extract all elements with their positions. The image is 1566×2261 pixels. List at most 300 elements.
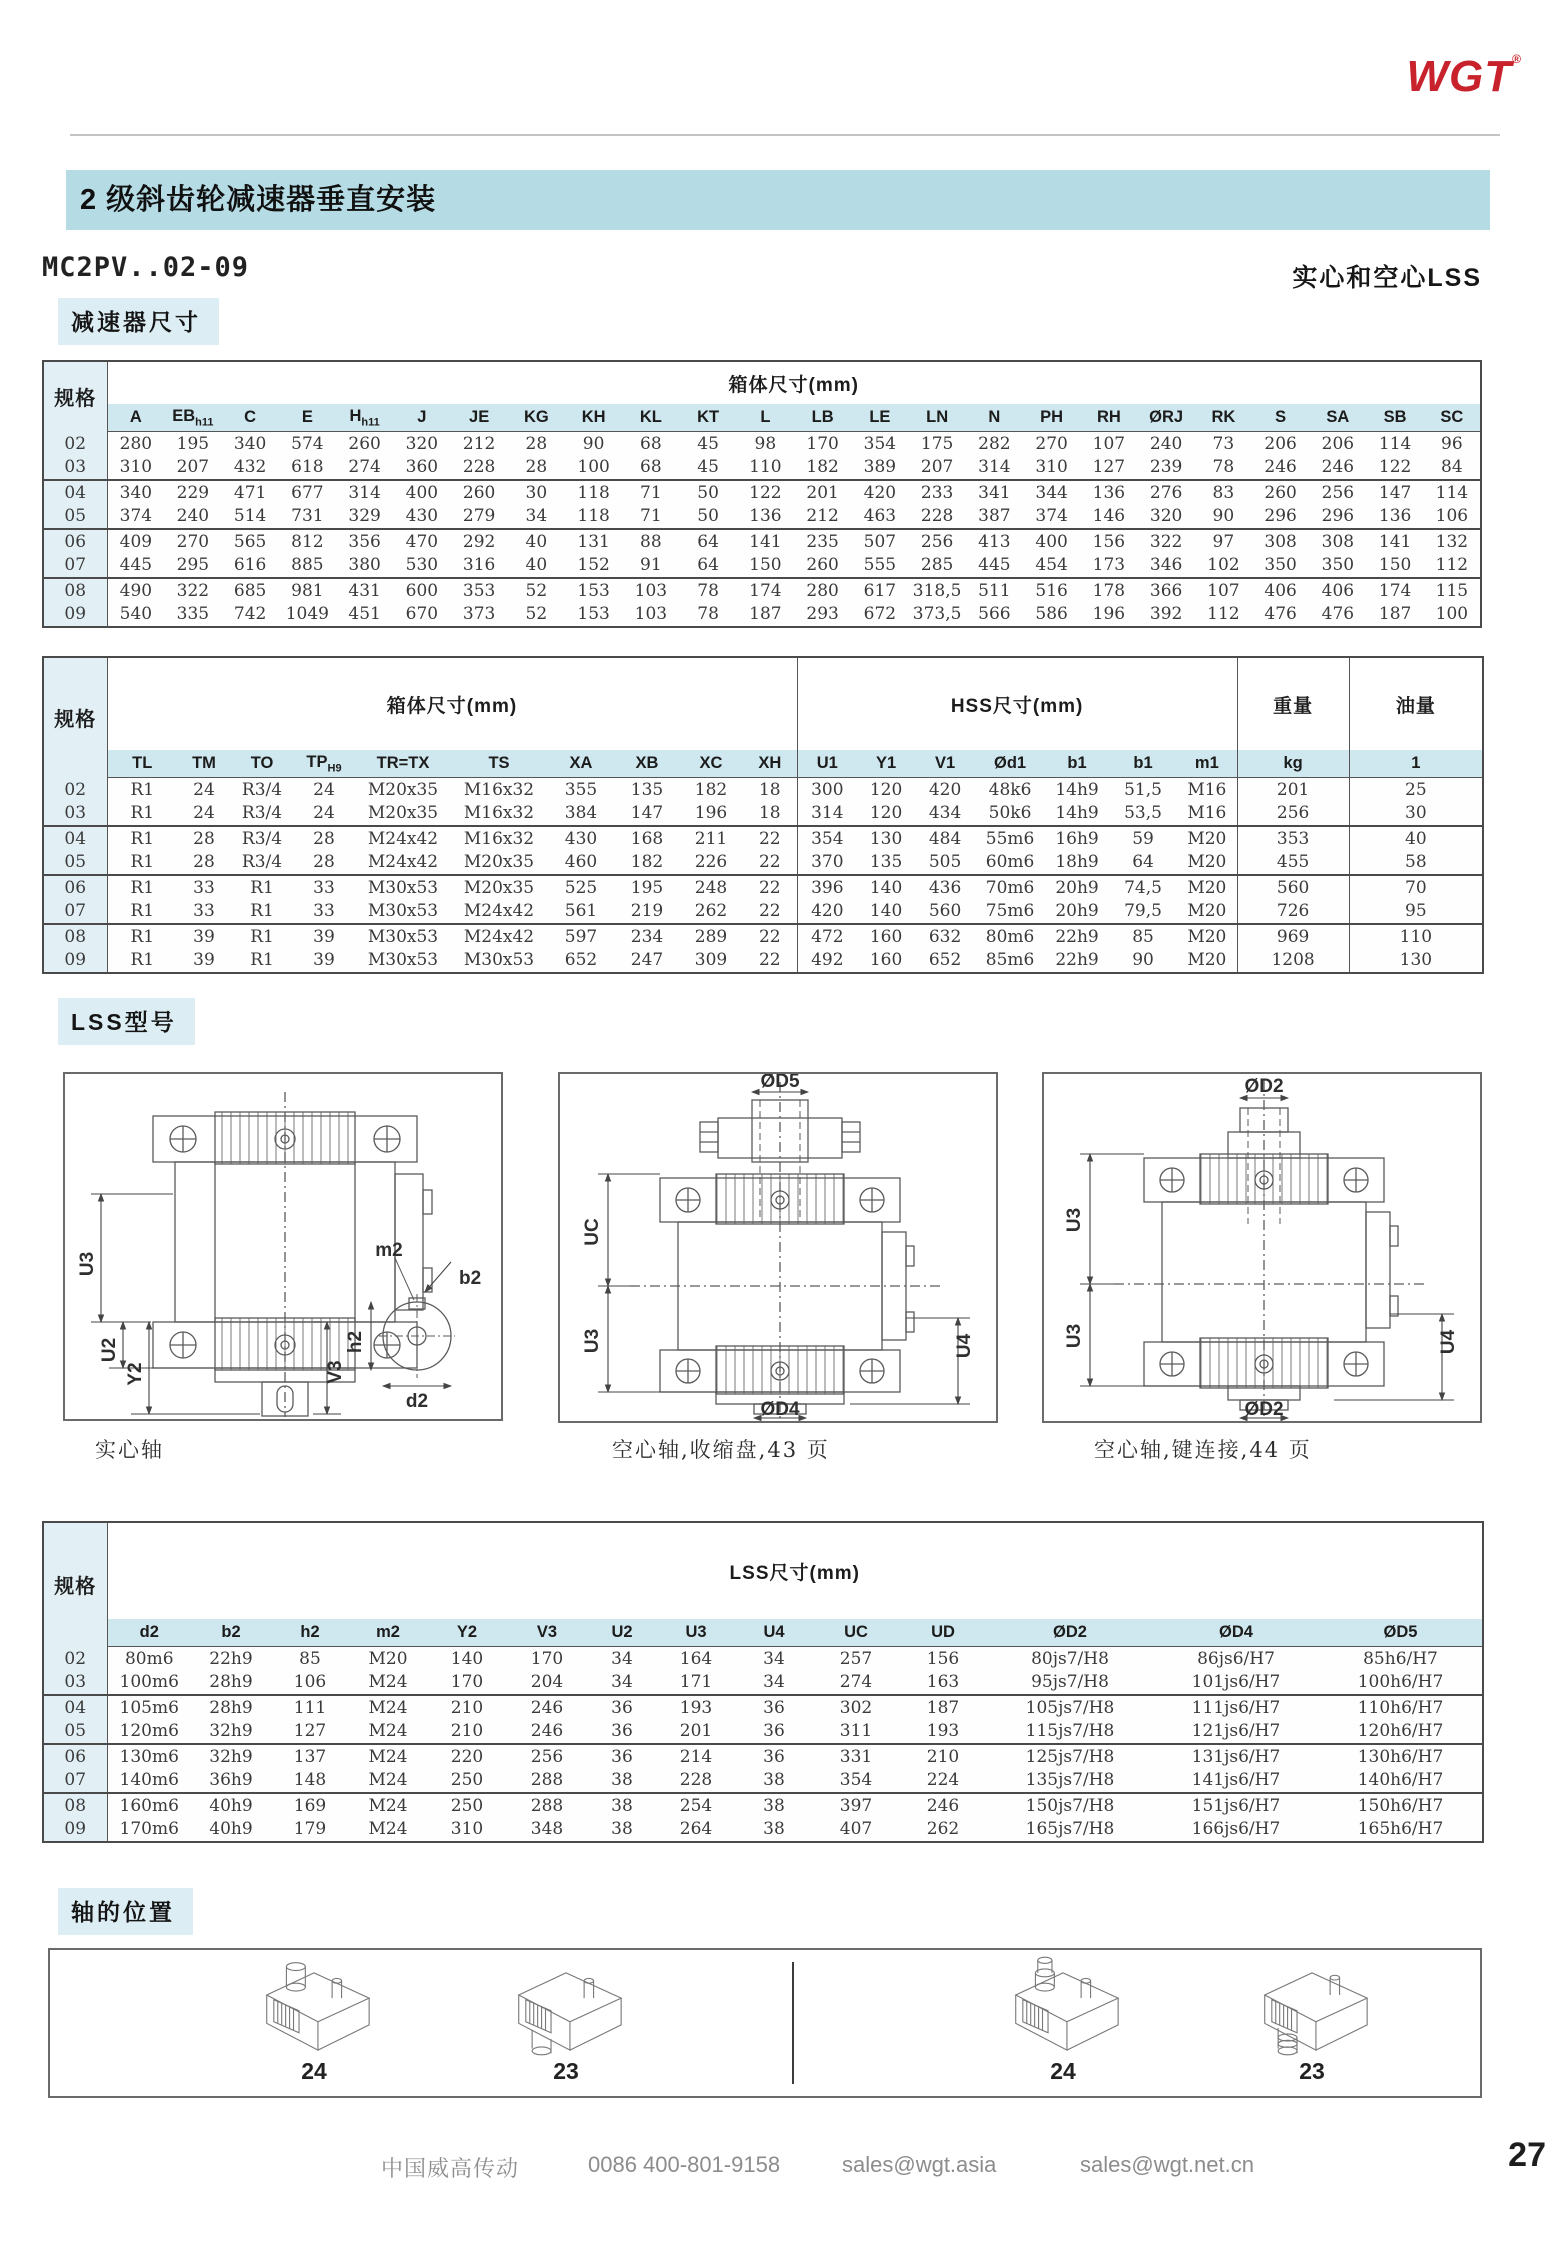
- value-cell: 163: [899, 1671, 987, 1696]
- value-cell: 413: [978, 531, 1011, 552]
- value-cell: 58: [1349, 851, 1483, 876]
- spec-cell: 07: [43, 900, 107, 925]
- value-cell: 32h9: [191, 1720, 271, 1745]
- value-cell: 335: [176, 604, 210, 625]
- column-header: SA: [1309, 404, 1366, 432]
- value-cell: M20: [1177, 851, 1237, 876]
- value-cell: 110h6/H7: [1357, 1697, 1444, 1718]
- value-cell: 18: [743, 802, 797, 827]
- value-cell: 354: [797, 826, 857, 851]
- value-cell: M20x35: [451, 851, 547, 876]
- spec-cell: 09: [43, 949, 107, 974]
- value-cell: 280: [806, 580, 839, 601]
- value-cell: R1: [250, 950, 274, 971]
- value-cell: 511: [978, 580, 1011, 601]
- value-cell: 125js7/H8: [1025, 1746, 1115, 1767]
- section-label-dimensions: 减速器尺寸: [58, 298, 219, 345]
- figure-hollow-shaft-shrink-disk: [558, 1072, 998, 1423]
- value-cell: 179: [293, 1819, 327, 1840]
- value-cell: 360: [393, 456, 450, 481]
- value-cell: 235: [806, 531, 839, 552]
- value-cell: 652: [928, 950, 962, 971]
- value-cell: 211: [694, 828, 728, 849]
- value-cell: 68: [622, 456, 679, 481]
- value-cell: 95js7/H8: [987, 1671, 1153, 1696]
- value-cell: 373: [462, 604, 496, 625]
- value-cell: 90: [582, 433, 605, 454]
- spec-column-header: 规格: [43, 1522, 107, 1647]
- value-cell: 22: [758, 950, 781, 971]
- column-header: V1: [915, 750, 975, 778]
- value-cell: 632: [928, 926, 962, 947]
- group-header: 油量: [1349, 657, 1483, 750]
- value-cell: 320: [1138, 505, 1195, 530]
- housing-hss-dimensions-table-wrap: [42, 656, 1482, 974]
- value-cell: 45: [697, 433, 719, 454]
- spec-cell: 02: [43, 432, 107, 456]
- value-cell: 73: [1212, 433, 1235, 454]
- value-cell: M16x32: [463, 828, 535, 849]
- value-cell: 555: [851, 554, 908, 579]
- shaft-position-divider: [792, 1962, 794, 2084]
- value-cell: 22h9: [1055, 950, 1099, 971]
- column-header: XB: [615, 750, 679, 778]
- dim-label: ØD2: [1244, 1076, 1284, 1097]
- value-cell: 78: [1195, 456, 1252, 481]
- value-cell: 36: [611, 1746, 633, 1767]
- value-cell: 103: [634, 580, 668, 601]
- value-cell: 156: [1092, 531, 1126, 552]
- value-cell: 40h9: [209, 1795, 253, 1816]
- value-cell: 187: [926, 1697, 960, 1718]
- value-cell: 586: [1035, 604, 1068, 625]
- value-cell: 153: [577, 580, 610, 601]
- value-cell: 120h6/H7: [1319, 1720, 1483, 1745]
- column-header: b1: [1109, 750, 1177, 778]
- value-cell: 38: [611, 1795, 633, 1816]
- value-cell: 36: [763, 1697, 785, 1718]
- value-cell: 150: [737, 554, 794, 579]
- value-cell: 135: [857, 851, 915, 876]
- value-cell: 195: [176, 433, 210, 454]
- value-cell: 409: [107, 529, 164, 554]
- table-row: [43, 1695, 1483, 1720]
- value-cell: 111js6/H7: [1191, 1697, 1281, 1718]
- value-cell: 353: [1237, 826, 1349, 851]
- table-row: [43, 1793, 1483, 1818]
- value-cell: 207: [909, 456, 966, 481]
- value-cell: M24: [368, 1795, 408, 1816]
- value-cell: 182: [694, 779, 728, 800]
- value-cell: 212: [794, 505, 851, 530]
- value-cell: 560: [1237, 875, 1349, 900]
- value-cell: 256: [920, 531, 954, 552]
- value-cell: 460: [547, 851, 615, 876]
- spec-column-header: 规格: [43, 657, 107, 778]
- value-cell: 170: [806, 433, 839, 454]
- value-cell: 726: [1237, 900, 1349, 925]
- value-cell: 24: [193, 779, 215, 800]
- value-cell: 618: [279, 456, 336, 481]
- value-cell: 34: [763, 1648, 785, 1669]
- section-label-lss-type: LSS型号: [58, 998, 195, 1045]
- value-cell: 731: [279, 505, 336, 530]
- column-header: RK: [1195, 404, 1252, 432]
- column-header: L: [737, 404, 794, 432]
- value-cell: 314: [797, 802, 857, 827]
- value-cell: 476: [1264, 604, 1297, 625]
- value-cell: 148: [271, 1769, 349, 1794]
- value-cell: 295: [164, 554, 221, 579]
- value-cell: 114: [1378, 433, 1412, 454]
- value-cell: 141: [1378, 531, 1412, 552]
- value-cell: 397: [839, 1795, 873, 1816]
- column-header: UD: [899, 1619, 987, 1647]
- value-cell: 1208: [1237, 949, 1349, 974]
- value-cell: M20: [1187, 950, 1227, 971]
- value-cell: 210: [427, 1720, 507, 1745]
- value-cell: 36: [735, 1720, 813, 1745]
- value-cell: 201: [657, 1720, 735, 1745]
- value-cell: 355: [564, 779, 598, 800]
- value-cell: 507: [863, 531, 897, 552]
- value-cell: 86js6/H7: [1197, 1648, 1275, 1669]
- value-cell: 309: [694, 950, 728, 971]
- value-cell: 430: [393, 505, 450, 530]
- value-cell: 981: [291, 580, 324, 601]
- column-header: m2: [349, 1619, 427, 1647]
- value-cell: 152: [565, 554, 622, 579]
- spec-cell: 07: [43, 1769, 107, 1794]
- spec-cell: 02: [43, 778, 107, 802]
- column-header: U3: [657, 1619, 735, 1647]
- column-header: LB: [794, 404, 851, 432]
- value-cell: 146: [1080, 505, 1137, 530]
- table-row: [43, 949, 1483, 974]
- column-header: J: [393, 404, 450, 432]
- value-cell: 597: [564, 926, 598, 947]
- value-cell: 170: [427, 1671, 507, 1696]
- value-cell: 136: [1092, 482, 1126, 503]
- value-cell: R3/4: [241, 779, 283, 800]
- dim-label: Y2: [125, 1362, 146, 1386]
- shaft-position-label: 23: [1299, 2058, 1325, 2084]
- value-cell: 672: [863, 604, 897, 625]
- value-cell: 370: [797, 851, 857, 876]
- value-cell: 160m6: [107, 1793, 191, 1818]
- value-cell: M16: [1187, 779, 1227, 800]
- column-header: V3: [507, 1619, 587, 1647]
- value-cell: 204: [507, 1671, 587, 1696]
- value-cell: 150: [1367, 554, 1424, 579]
- value-cell: 22: [743, 900, 797, 925]
- value-cell: 36: [587, 1720, 657, 1745]
- value-cell: 214: [679, 1746, 713, 1767]
- value-cell: 112: [1207, 604, 1240, 625]
- housing-hss-dimensions-table: [42, 656, 1484, 974]
- value-cell: R1: [107, 826, 177, 851]
- value-cell: 122: [749, 482, 782, 503]
- footer-email-cn: sales@wgt.net.cn: [1080, 2152, 1254, 2177]
- column-header: KL: [622, 404, 679, 432]
- shaft-position-label: 23: [553, 2058, 579, 2084]
- spec-cell: 04: [43, 826, 107, 851]
- value-cell: 84: [1424, 456, 1481, 481]
- value-cell: 20h9: [1055, 877, 1099, 898]
- column-header: ØD2: [987, 1619, 1153, 1647]
- housing-dimensions-table-wrap: [42, 360, 1482, 628]
- value-cell: 514: [222, 505, 279, 530]
- column-header: TR=TX: [355, 750, 451, 778]
- value-cell: 24: [177, 802, 231, 827]
- value-cell: 530: [393, 554, 450, 579]
- value-cell: 246: [1309, 456, 1366, 481]
- value-cell: 340: [107, 480, 164, 505]
- value-cell: 260: [462, 482, 496, 503]
- value-cell: M20x35: [367, 779, 439, 800]
- value-cell: 490: [107, 578, 164, 603]
- value-cell: 18h9: [1045, 851, 1109, 876]
- value-cell: R1: [107, 802, 177, 827]
- value-cell: 120: [869, 779, 903, 800]
- value-cell: 14h9: [1045, 802, 1109, 827]
- column-header: XA: [547, 750, 615, 778]
- shaft-position-box: [48, 1948, 1482, 2098]
- value-cell: 130: [869, 828, 903, 849]
- value-cell: 168: [630, 828, 664, 849]
- value-cell: 52: [525, 604, 548, 625]
- value-cell: 171: [657, 1671, 735, 1696]
- shaft-position-label: 24: [1050, 2058, 1076, 2084]
- value-cell: 196: [1092, 604, 1126, 625]
- value-cell: 98: [754, 433, 777, 454]
- value-cell: 22: [743, 851, 797, 876]
- value-cell: 228: [451, 456, 508, 481]
- dim-label: U4: [1438, 1329, 1459, 1355]
- value-cell: 250: [450, 1795, 484, 1816]
- table-row: [43, 875, 1483, 900]
- value-cell: 88: [640, 531, 662, 552]
- value-cell: 420: [797, 900, 857, 925]
- spec-column-header: 规格: [43, 361, 107, 432]
- value-cell: 234: [630, 926, 664, 947]
- value-cell: M30x53: [355, 900, 451, 925]
- value-cell: M24x42: [367, 828, 439, 849]
- value-cell: 484: [928, 828, 962, 849]
- column-header: XC: [679, 750, 743, 778]
- value-cell: 516: [1035, 580, 1068, 601]
- value-cell: 170: [530, 1648, 564, 1669]
- column-header: E: [279, 404, 336, 432]
- value-cell: 561: [547, 900, 615, 925]
- column-header: S: [1252, 404, 1309, 432]
- spec-cell: 08: [43, 924, 107, 949]
- table-row: [43, 529, 1481, 554]
- value-cell: 64: [680, 554, 737, 579]
- table-row: [43, 1744, 1483, 1769]
- column-header: KH: [565, 404, 622, 432]
- value-cell: 130h6/H7: [1357, 1746, 1444, 1767]
- value-cell: 34: [587, 1671, 657, 1696]
- value-cell: 40: [525, 531, 548, 552]
- value-cell: 28: [313, 828, 335, 849]
- value-cell: M24: [368, 1819, 408, 1840]
- value-cell: 407: [839, 1819, 873, 1840]
- value-cell: 296: [1309, 505, 1366, 530]
- value-cell: 30: [525, 482, 548, 503]
- value-cell: 85: [1132, 926, 1154, 947]
- value-cell: 353: [462, 580, 496, 601]
- value-cell: 39: [193, 950, 215, 971]
- value-cell: 85: [299, 1648, 321, 1669]
- value-cell: 260: [794, 554, 851, 579]
- value-cell: 150h6/H7: [1357, 1795, 1444, 1816]
- value-cell: 22: [758, 828, 781, 849]
- value-cell: 97: [1212, 531, 1235, 552]
- column-header: U1: [797, 750, 857, 778]
- value-cell: 38: [763, 1819, 785, 1840]
- value-cell: 70m6: [985, 877, 1035, 898]
- value-cell: 100: [565, 456, 622, 481]
- value-cell: 74,5: [1124, 877, 1162, 898]
- column-header: b1: [1045, 750, 1109, 778]
- value-cell: 318,5: [912, 580, 962, 601]
- value-cell: 219: [615, 900, 679, 925]
- column-header: m1: [1177, 750, 1237, 778]
- spec-cell: 04: [43, 1695, 107, 1720]
- value-cell: M20: [1177, 900, 1237, 925]
- value-cell: 392: [1149, 604, 1183, 625]
- spec-cell: 08: [43, 578, 107, 603]
- footer-company: 中国威高传动: [381, 2156, 520, 2181]
- value-cell: 288: [530, 1795, 564, 1816]
- column-header: XH: [743, 750, 797, 778]
- value-cell: 50: [680, 505, 737, 530]
- shaft-position-figure-3: [968, 1954, 1158, 2058]
- column-header: Y1: [857, 750, 915, 778]
- lss-dimensions-table-wrap: [42, 1521, 1482, 1843]
- column-header: Ød1: [975, 750, 1045, 778]
- dim-label: ØD2: [1244, 1399, 1284, 1420]
- value-cell: 240: [1149, 433, 1183, 454]
- value-cell: 276: [1149, 482, 1183, 503]
- value-cell: 374: [1023, 505, 1080, 530]
- value-cell: 356: [348, 531, 381, 552]
- value-cell: 229: [176, 482, 210, 503]
- value-cell: 288: [507, 1769, 587, 1794]
- figure-caption-key-connection: 空心轴,键连接,44 页: [1094, 1438, 1312, 1462]
- value-cell: 140: [857, 900, 915, 925]
- value-cell: 137: [293, 1746, 327, 1767]
- value-cell: M20: [368, 1648, 408, 1669]
- value-cell: 121js6/H7: [1153, 1720, 1319, 1745]
- value-cell: 451: [348, 604, 381, 625]
- value-cell: 617: [863, 580, 897, 601]
- value-cell: M20: [1187, 828, 1227, 849]
- value-cell: 677: [291, 482, 324, 503]
- value-cell: 140h6/H7: [1319, 1769, 1483, 1794]
- value-cell: R3/4: [241, 828, 283, 849]
- value-cell: 274: [813, 1671, 899, 1696]
- column-header: RH: [1080, 404, 1137, 432]
- column-header: SB: [1367, 404, 1424, 432]
- spec-cell: 03: [43, 1671, 107, 1696]
- value-cell: 670: [405, 604, 439, 625]
- value-cell: 53,5: [1109, 802, 1177, 827]
- housing-dimensions-table: [42, 360, 1482, 628]
- figure-solid-shaft: [63, 1072, 503, 1421]
- value-cell: 78: [697, 604, 719, 625]
- value-cell: 308: [1321, 531, 1355, 552]
- value-cell: 246: [530, 1697, 564, 1718]
- value-cell: 131js6/H7: [1191, 1746, 1281, 1767]
- value-cell: 270: [176, 531, 210, 552]
- value-cell: 36: [763, 1746, 785, 1767]
- value-cell: 28: [193, 828, 215, 849]
- value-cell: 80m6: [107, 1647, 191, 1671]
- value-cell: 115js7/H8: [987, 1720, 1153, 1745]
- value-cell: 348: [530, 1819, 564, 1840]
- value-cell: 68: [640, 433, 662, 454]
- value-cell: 492: [797, 949, 857, 974]
- value-cell: 118: [577, 482, 610, 503]
- value-cell: 140: [869, 877, 903, 898]
- value-cell: 206: [1264, 433, 1297, 454]
- value-cell: 135js7/H8: [987, 1769, 1153, 1794]
- value-cell: 22h9: [209, 1648, 253, 1669]
- value-cell: 156: [926, 1648, 960, 1669]
- value-cell: 742: [233, 604, 267, 625]
- value-cell: 380: [336, 554, 393, 579]
- value-cell: 201: [806, 482, 839, 503]
- value-cell: 39: [313, 926, 335, 947]
- value-cell: R1: [250, 877, 274, 898]
- value-cell: 122: [1367, 456, 1424, 481]
- value-cell: 50: [697, 482, 719, 503]
- column-header: ØRJ: [1138, 404, 1195, 432]
- value-cell: 132: [1435, 531, 1469, 552]
- table-row: [43, 924, 1483, 949]
- value-cell: 260: [348, 433, 381, 454]
- column-header: U4: [735, 1619, 813, 1647]
- model-code: MC2PV..02-09: [42, 252, 250, 283]
- value-cell: 560: [915, 900, 975, 925]
- value-cell: 136: [737, 505, 794, 530]
- value-cell: 118: [565, 505, 622, 530]
- value-cell: 1049: [285, 604, 329, 625]
- value-cell: 103: [634, 604, 668, 625]
- value-cell: 28: [508, 456, 565, 481]
- column-header: Y2: [427, 1619, 507, 1647]
- column-header: A: [107, 404, 164, 432]
- dim-label: V3: [325, 1360, 346, 1384]
- table-row: [43, 603, 1481, 628]
- footer-phone: 0086 400-801-9158: [588, 2152, 781, 2177]
- value-cell: 600: [405, 580, 439, 601]
- value-cell: 260: [1264, 482, 1297, 503]
- value-cell: 296: [1252, 505, 1309, 530]
- value-cell: 250: [427, 1769, 507, 1794]
- column-header: kg: [1237, 750, 1349, 778]
- value-cell: 169: [293, 1795, 327, 1816]
- value-cell: M24: [349, 1671, 427, 1696]
- value-cell: 346: [1138, 554, 1195, 579]
- value-cell: 246: [1252, 456, 1309, 481]
- value-cell: 434: [915, 802, 975, 827]
- value-cell: 314: [348, 482, 381, 503]
- shaft-type-subtitle: 实心和空心LSS: [1292, 264, 1482, 292]
- value-cell: 100: [1435, 604, 1469, 625]
